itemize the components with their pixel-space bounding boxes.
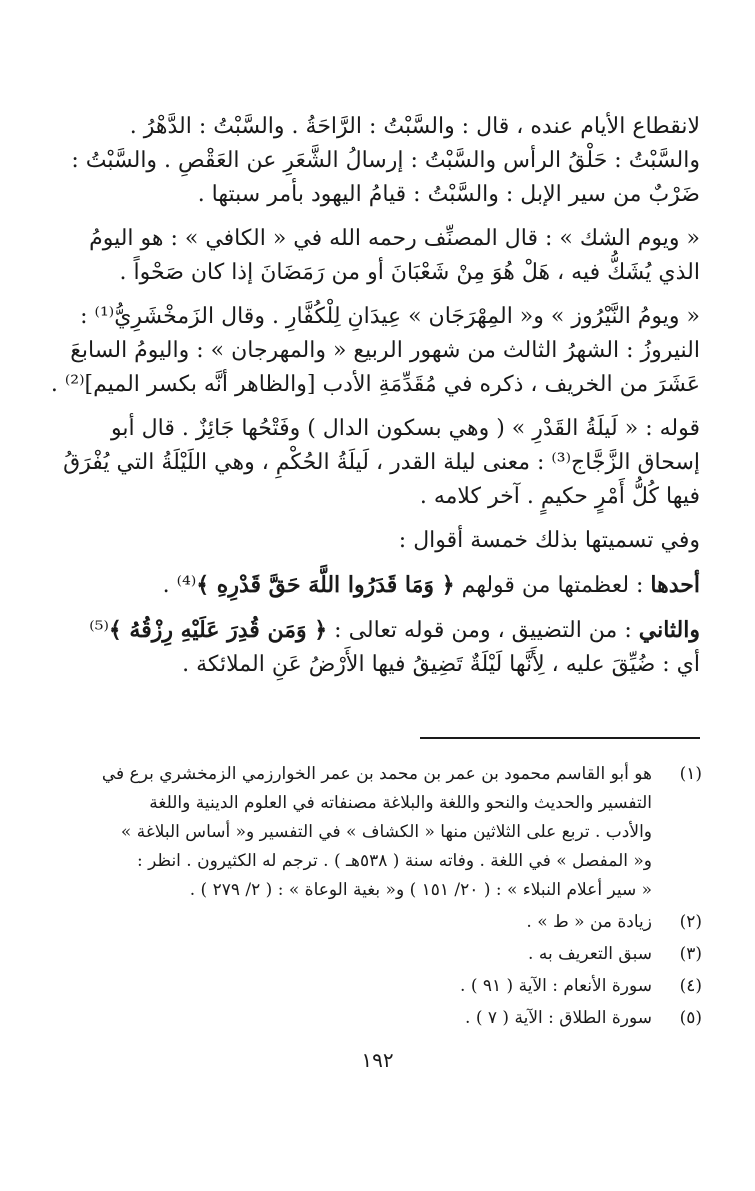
footnote	[72, 760, 702, 905]
text-line	[72, 613, 700, 648]
paragraph-laylat-al-qadr	[63, 412, 700, 514]
quran-verse: ﴿ وَمَن قُدِرَ عَلَيْهِ رِزْقُهُ ﴾	[108, 617, 328, 643]
footnote-number: (٤)	[679, 976, 702, 996]
footnote-number: (٢)	[679, 912, 702, 932]
paragraph-yawm-al-shakk	[72, 222, 700, 290]
page-number: ١٩٢	[361, 1048, 394, 1072]
text-line: أي : ضُيِّقَ عليه ، لِأَنَّها لَيْلَةٌ تَضِيقُ فيها الأَرْضُ عَنِ الملائكة .	[182, 652, 700, 677]
text-line: النيروزُ : الشهرُ الثالث من شهور الربيع « والمهرجان » : واليومُ السابعَ	[70, 338, 700, 363]
saying-lead: والثاني	[638, 617, 700, 643]
footnote-line: « سير أعلام النبلاء » : ( ٢٠/ ١٥١ ) و« بغية الوعاة » : ( ٢/ ٢٧٩ ) .	[189, 880, 652, 900]
quran-verse: ﴿ وَمَا قَدَرُوا اللَّهَ حَقَّ قَدْرِهِ ﴾	[196, 572, 455, 598]
text-line: قوله : « لَيلَةُ القَدْرِ » ( وهي بسكون الدال ) وفَتْحُها جَائِزٌ . قال أبو	[111, 416, 700, 441]
footnote-text	[72, 1004, 652, 1033]
paragraph-nayruz	[50, 300, 700, 402]
footnote-text	[72, 908, 652, 937]
paragraph-five-sayings	[72, 524, 700, 558]
text-line: « ويومُ النَّيْرُوز » و« المِهْرَجَان » عِيدَانِ لِلْكُفَّارِ . وقال الزَمخْشَرِيُّ⁽¹⁾ :	[80, 304, 700, 329]
footnote-line: سبق التعريف به .	[528, 944, 652, 964]
text-line: « ويوم الشك » : قال المصنِّف رحمه الله في « الكافي » : هو اليومُ	[89, 226, 700, 251]
footnote-line: والأدب . تربع على الثلاثين منها « الكشاف » في التفسير و« أساس البلاغة »	[120, 822, 652, 842]
saying-text: : لعظمتها من قولهم	[454, 573, 651, 598]
footnote-line: سورة الأنعام : الآية ( ٩١ ) .	[460, 976, 652, 996]
main-text	[50, 110, 700, 692]
text-line	[72, 568, 700, 603]
footnote-number: (٣)	[679, 944, 702, 964]
text-line: إسحاق الزَّجَّاج⁽³⁾ : معنى ليلة القدر ، لَيلَةُ الحُكْمِ ، وهي اللَيْلَةُ التي يُفْرَقُ	[63, 450, 700, 475]
paragraph-first-saying	[72, 568, 700, 603]
saying-lead: أحدها	[650, 572, 700, 598]
footnote-separator	[420, 737, 700, 739]
footnote	[72, 940, 702, 969]
footnotes	[72, 760, 702, 1036]
footnote-text	[72, 760, 652, 905]
footnote-text	[72, 940, 652, 969]
text-line: وفي تسميتها بذلك خمسة أقوال :	[398, 528, 700, 553]
paragraph-second-saying	[72, 613, 700, 682]
footnote-text	[72, 972, 652, 1001]
footnote	[72, 972, 702, 1001]
footnote-line: زيادة من « ط » .	[526, 912, 652, 932]
paragraph-sabt	[72, 110, 700, 212]
text-line: عَشَرَ من الخريف ، ذكره في مُقَدِّمَةِ الأدب [والظاهر أنَّه بكسر الميم]⁽²⁾ .	[50, 372, 700, 397]
footnote-ref: ⁽⁵⁾	[89, 618, 109, 643]
saying-text: : من التضييق ، ومن قوله تعالى :	[327, 618, 639, 643]
text-line: لانقطاع الأيام عنده ، قال : والسَّبْتُ : الرَّاحَةُ . والسَّبْتُ : الدَّهْرُ .	[129, 114, 700, 139]
text-line: فيها كُلُّ أَمْرٍ حكيمٍ . آخر كلامه .	[419, 484, 700, 509]
text-line: ضَرْبٌ من سير الإبل : والسَّبْتُ : قيامُ اليهود بأمر سبتها .	[197, 182, 700, 207]
footnote-line: سورة الطلاق : الآية ( ٧ ) .	[465, 1008, 652, 1028]
text-line: والسَّبْتُ : حَلْقُ الرأس والسَّبْتُ : إرسالُ الشَّعَرِ عن العَقْصِ . والسَّبْتُ :	[71, 148, 700, 173]
footnote	[72, 1004, 702, 1033]
text-line: الذي يُشَكُّ فيه ، هَلْ هُوَ مِنْ شَعْبَانَ أو من رَمَضَانَ إذا كان صَحْواً .	[119, 260, 700, 285]
footnote-line: التفسير والحديث والنحو واللغة والبلاغة مصنفاته في العلوم الدينية واللغة	[149, 793, 652, 813]
footnote-number: (٥)	[679, 1008, 702, 1028]
footnote-line: و« المفصل » في اللغة . وفاته سنة ( ٥٣٨هـ ) . ترجم له الكثيرون . انظر :	[136, 851, 652, 871]
footnote-line: هو أبو القاسم محمود بن عمر بن محمد بن عمر الخوارزمي الزمخشري برع في	[101, 764, 652, 784]
footnote-number: (١)	[679, 764, 702, 784]
footnote	[72, 908, 702, 937]
footnote-ref: ⁽⁴⁾ .	[162, 573, 197, 598]
